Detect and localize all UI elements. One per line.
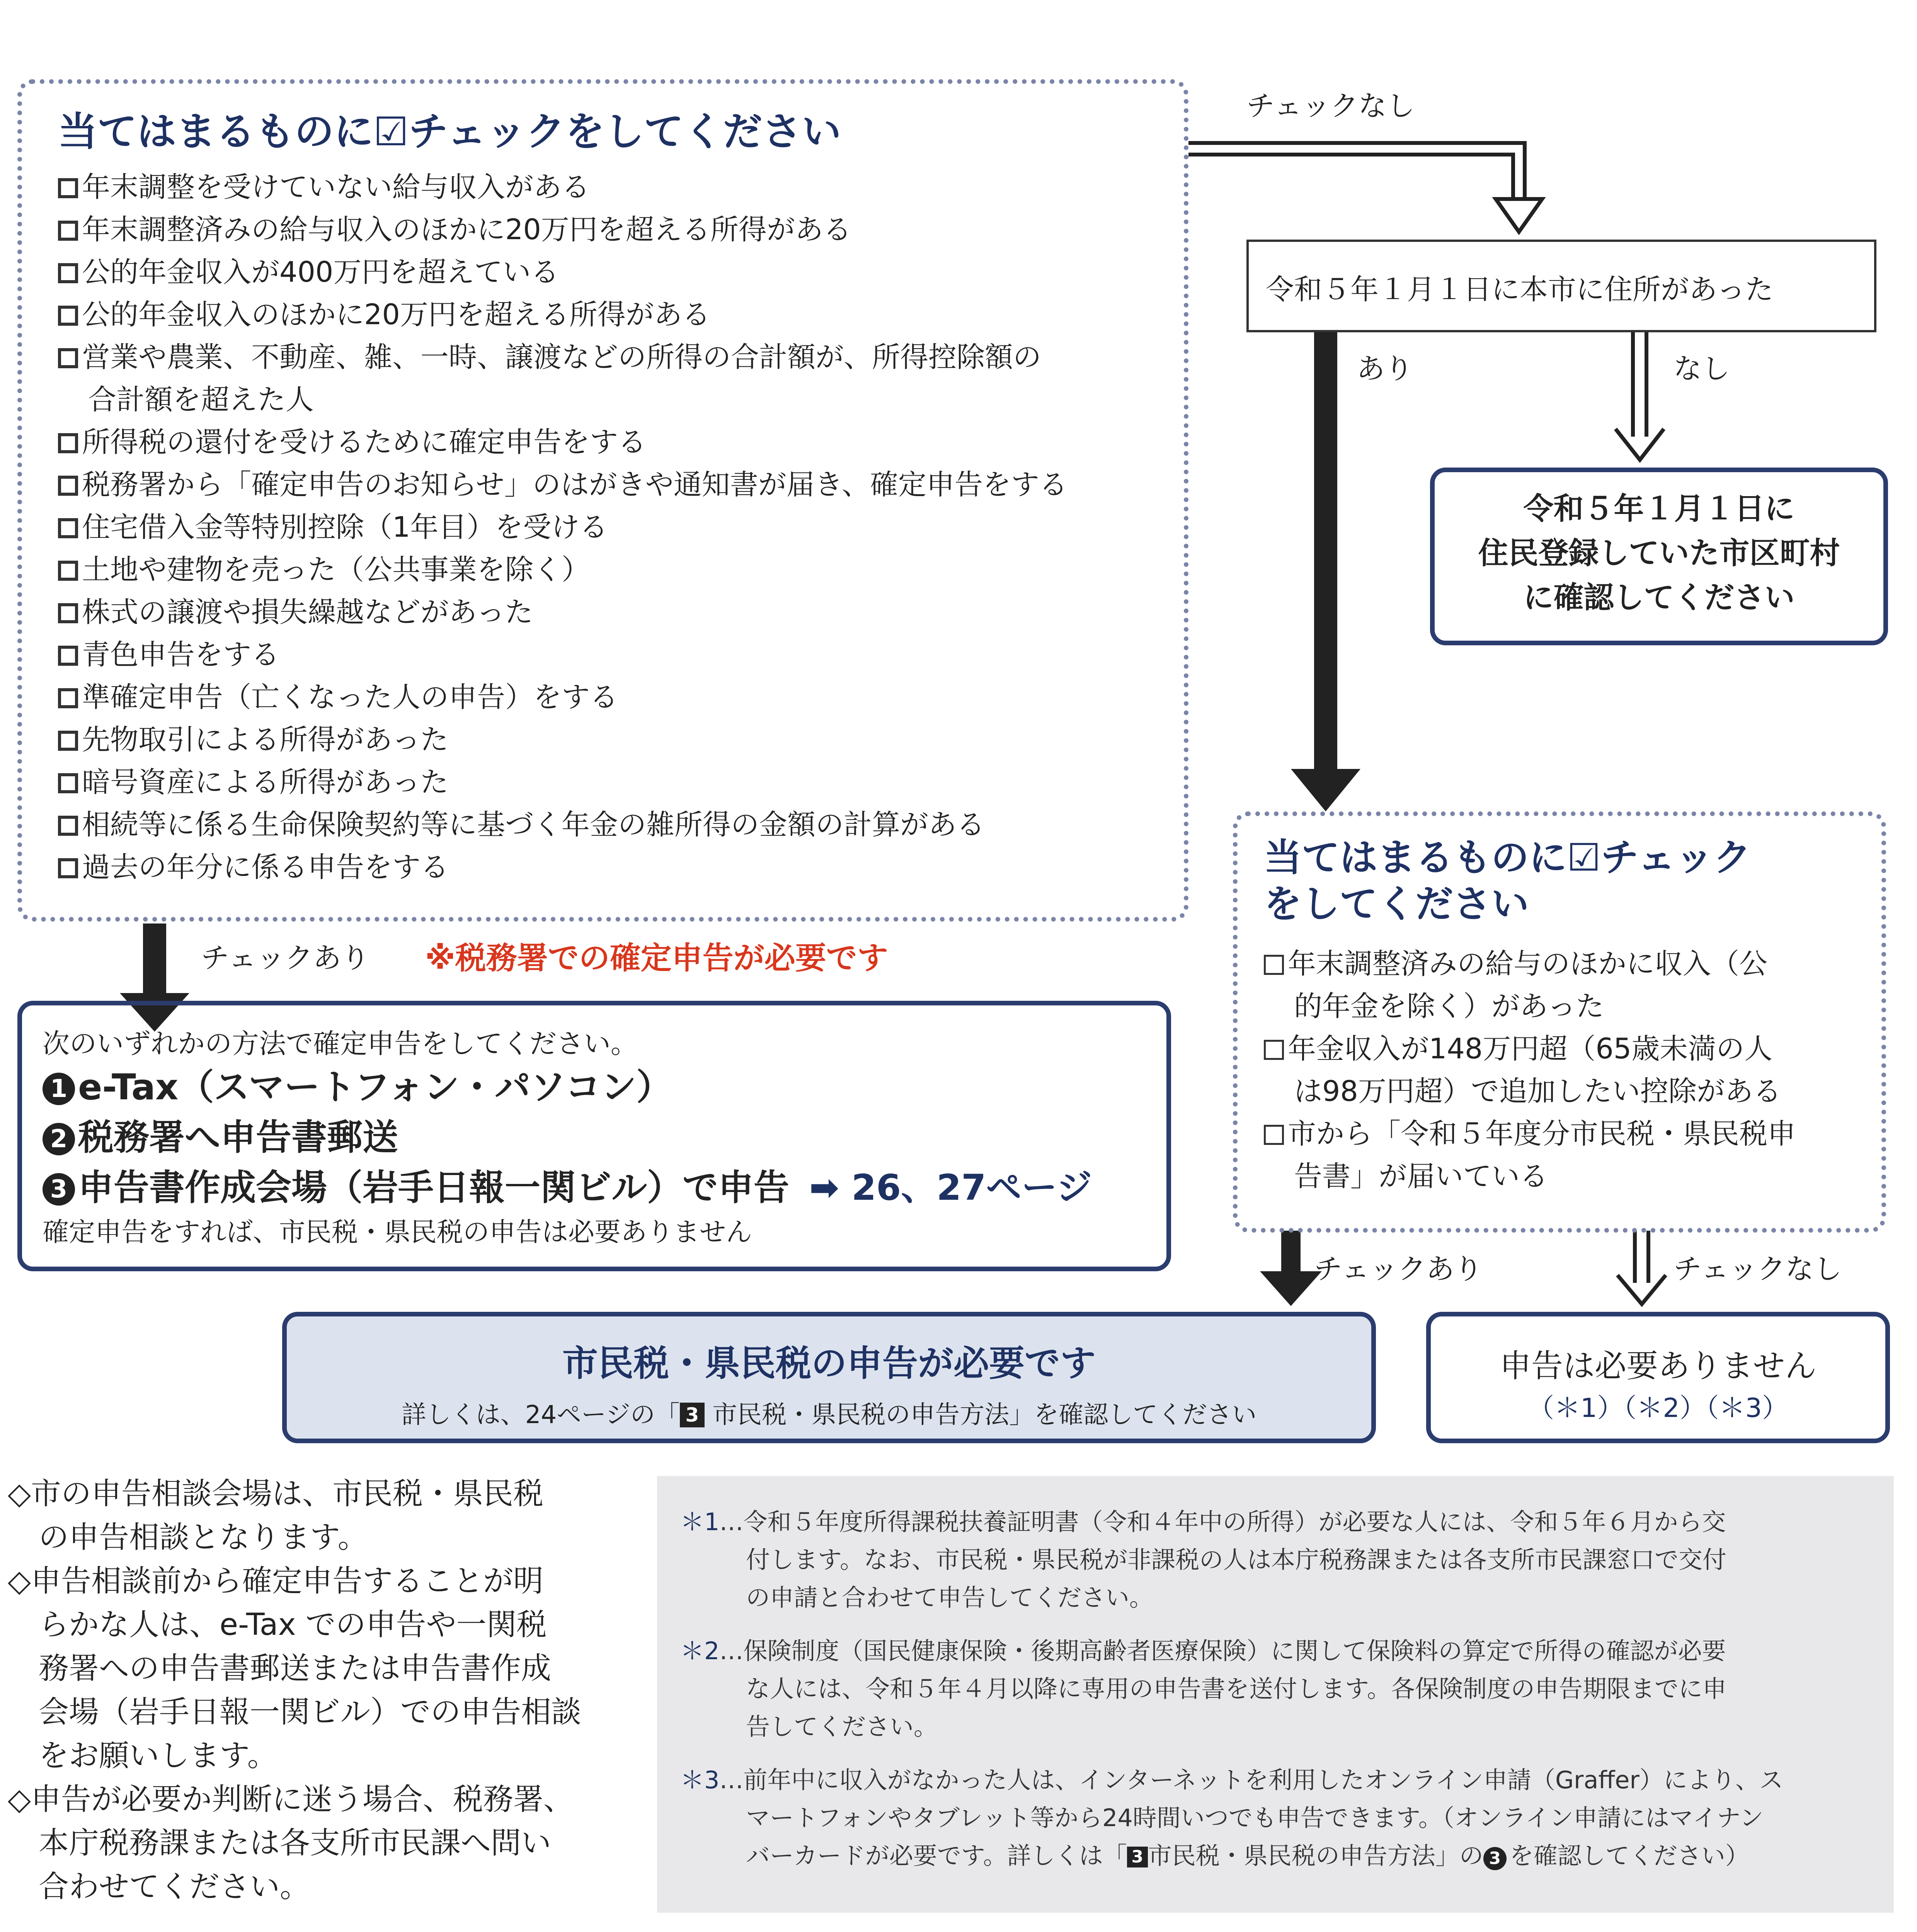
checklist-item[interactable]: 先物取引による所得があった: [58, 719, 1067, 761]
checklist-item[interactable]: 相続等に係る生命保険契約等に基づく年金の雑所得の金額の計算がある: [58, 804, 1067, 846]
method-mail: 2 税務署へ申告書郵送: [43, 1109, 398, 1160]
check-yes-label-main: チェックあり: [201, 942, 369, 975]
checklist-item[interactable]: 株式の譲渡や損失繰越などがあった: [58, 591, 1067, 634]
checklist-item[interactable]: 住宅借入金等特別控除（1年目）を受ける: [58, 506, 1067, 549]
flow-no-label: なし: [1674, 352, 1730, 385]
methods-intro: 次のいずれかの方法で確定申告をしてください。: [43, 1028, 638, 1060]
side-notes: ◇市の申告相談会場は、市民税・県民税 の申告相談となります。 ◇申告相談前から確定申告することが明 らかな人は、e-Tax での申告や一関税 務署への申告書郵送または申告書作成 会場（岩手日報一関ビル）での申告相談 をお願いします。 ◇申告が必要か判断に迷う場合、税務署、 本庁税務課または各支所市民課へ問い 合わせてください。: [8, 1476, 582, 1904]
result-required-sub: 詳しくは、24ページの「 3 市民税・県民税の申告方法」を確認してください: [401, 1401, 1257, 1429]
checklist-item-continuation: 合計額を超えた人: [88, 383, 314, 416]
footnote-1: ＊1…令和５年度所得課税扶養証明書（令和４年中の所得）が必要な人には、令和５年６月から交: [680, 1508, 1726, 1536]
checklist-item[interactable]: 市から「令和５年度分市民税・県民税申: [1264, 1113, 1796, 1155]
method-etax: 1 e-Tax（スマートフォン・パソコン）: [43, 1059, 672, 1110]
check-no-label-right: チェックなし: [1674, 1253, 1842, 1286]
checkbox[interactable]: [1264, 955, 1284, 975]
checklist-item[interactable]: 年金収入が148万円超（65歳未満の人: [1264, 1028, 1796, 1070]
checkbox[interactable]: [1264, 1125, 1284, 1145]
other-city-text: 令和５年１月１日に 住民登録していた市区町村 に確認してください: [1478, 492, 1840, 615]
checklist-item-continuation: 的年金を除く）があった: [1294, 990, 1604, 1023]
number-3-icon: 3: [43, 1173, 75, 1206]
flow-yes-label: あり: [1357, 352, 1413, 385]
number-2-icon: 2: [43, 1123, 75, 1155]
checklist-item[interactable]: 所得税の還付を受けるために確定申告をする: [58, 421, 1067, 464]
checklist-item[interactable]: 年末調整済みの給与のほかに収入（公: [1264, 943, 1796, 985]
method-venue: 3 申告書作成会場（岩手日報一関ビル）で申告 ➡ 26、27ページ: [43, 1159, 1092, 1210]
checklist-right-title: 当てはまるものに☑チェック をしてください: [1264, 836, 1751, 926]
checklist-main-title: 当てはまるものに☑チェックをしてください: [58, 109, 841, 155]
checklist-item[interactable]: 税務署から「確定申告のお知らせ」のはがきや通知書が届き、確定申告をする: [58, 464, 1067, 506]
checklist-item-continuation: 告書」が届いている: [1294, 1160, 1548, 1193]
checklist-item[interactable]: 準確定申告（亡くなった人の申告）をする: [58, 676, 1067, 719]
checklist-item[interactable]: 年末調整済みの給与収入のほかに20万円を超える所得がある: [58, 209, 1067, 251]
checklist-item-continuation: は98万円超）で追加したい控除がある: [1294, 1075, 1781, 1108]
tax-office-required-note: ※税務署での確定申告が必要です: [425, 940, 888, 976]
checklist-item[interactable]: 公的年金収入が400万円を超えている: [58, 251, 1067, 294]
checklist-item[interactable]: 公的年金収入のほかに20万円を超える所得がある: [58, 294, 1067, 336]
check-yes-label-right: チェックあり: [1314, 1253, 1483, 1286]
section-number-icon: 3: [680, 1403, 705, 1427]
footnote-3: ＊3…前年中に収入がなかった人は、インターネットを利用したオンライン申請（Graffer）により、ス: [680, 1766, 1783, 1794]
checklist-item[interactable]: 暗号資産による所得があった: [58, 761, 1067, 804]
footnotes: ＊1…令和５年度所得課税扶養証明書（令和４年中の所得）が必要な人には、令和５年６月から交 付します。なお、市民税・県民税が非課税の人は本庁税務課または各支所市民課窓口で交付 の申請と合わせて申告してください。 ＊2…保険制度（国民健康保険・後期高齢者医療保険）に関して保険料の算定で所得の確認が必要 な人には、令和５年４月以降に専用の申告書を送付します。各保険制度の申告期限までに申 告してください。 ＊3…前年中に収入がなかった人は、インターネットを利用したオンライン申請（Graffer）により、ス マートフォンやタブレット等から24時間いつでも申告できます。（オンライン申請にはマイナン バーカードが必要です。詳しくは「 3 市民税・県民税の申告方法」の 3 を確認してください）: [680, 1503, 1783, 1875]
checklist-item[interactable]: 過去の年分に係る申告をする: [58, 846, 1067, 889]
result-not-required-refs: （＊1）（＊2）（＊3）: [1528, 1393, 1788, 1423]
result-not-required-title: 申告は必要ありません: [1499, 1348, 1817, 1384]
number-1-icon: 1: [43, 1073, 75, 1105]
arrow-right-icon: ➡: [809, 1167, 839, 1208]
checklist-item[interactable]: 土地や建物を売った（公共事業を除く）: [58, 549, 1067, 591]
checklist-item[interactable]: 青色申告をする: [58, 634, 1067, 676]
checklist-right-items: [1264, 943, 1796, 1198]
check-none-label-top: チェックなし: [1246, 90, 1415, 122]
methods-note: 確定申告をすれば、市民税・県民税の申告は必要ありません: [43, 1217, 752, 1248]
page-reference-link[interactable]: 26、27ページ: [851, 1167, 1092, 1208]
residence-question-text: 令和５年１月１日に本市に住所があった: [1266, 273, 1774, 306]
checkbox[interactable]: [1264, 1040, 1284, 1060]
section-number-icon: 3: [1127, 1847, 1148, 1867]
result-required-title: 市民税・県民税の申告が必要です: [562, 1343, 1096, 1384]
number-3-icon: 3: [1483, 1847, 1507, 1870]
checklist-item[interactable]: 営業や農業、不動産、雑、一時、譲渡などの所得の合計額が、所得控除額の: [58, 336, 1067, 379]
checklist-item[interactable]: 年末調整を受けていない給与収入がある: [58, 166, 1067, 209]
footnote-2: ＊2…保険制度（国民健康保険・後期高齢者医療保険）に関して保険料の算定で所得の確認が必要: [680, 1637, 1726, 1665]
